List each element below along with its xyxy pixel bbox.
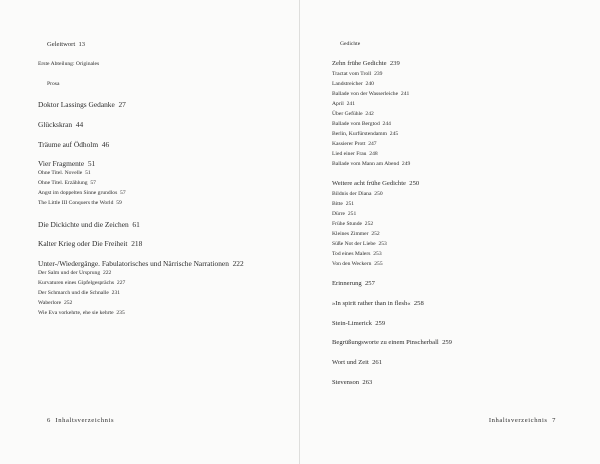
toc-subentry: Berlin, Kurfürstendamm 245 (332, 131, 399, 137)
toc-subentry: Süße Not der Liebe 253 (332, 241, 387, 247)
page-footer (489, 418, 556, 425)
toc-subentry: Ballade vom Bergtod 244 (332, 121, 391, 127)
toc-subentry: Kassierer Prott 247 (332, 141, 377, 147)
toc-subentry: Tractat vom Troll 239 (332, 71, 383, 77)
toc-subentry: Wie Eva vorkehrte, ehe sie kehrte 235 (38, 310, 125, 316)
toc-entry: Geleitwort 13 (47, 41, 86, 48)
toc-subentry: April 241 (332, 101, 355, 107)
toc-subentry: Ballade von der Wasserleiche 241 (332, 91, 410, 97)
toc-entry: Stevenson 263 (332, 379, 373, 386)
toc-subentry: The Little III Conquers the World 59 (38, 200, 122, 206)
toc-entry: Vier Fragmente 51 (38, 159, 96, 168)
toc-subentry: Bitte 251 (332, 201, 355, 207)
toc-subentry: Der Schmarch und die Schnalle 231 (38, 290, 121, 296)
page-number: 6 (47, 417, 51, 424)
toc-entry: Unter-/Wiedergänge. Fabulatorisches und Närrische Narrationen 222 (38, 259, 244, 268)
running-header: Inhaltsverzeichnis (55, 417, 115, 424)
toc-entry: Doktor Lassings Gedanke 27 (38, 100, 126, 109)
toc-entry: Wort und Zeit 261 (332, 359, 383, 366)
toc-subentry: Der Salm und der Ursprung 222 (38, 270, 112, 276)
section-heading: Gedichte (340, 41, 361, 47)
page-footer (47, 418, 114, 425)
toc-entry: Begrüßungsworte zu einem Pinscherball 259 (332, 339, 452, 346)
toc-subentry: Kleines Zimmer 252 (332, 231, 380, 237)
toc-entry: Erinnerung 257 (332, 280, 375, 287)
toc-subentry: Ohne Titel. Erzählung 57 (38, 180, 96, 186)
toc-subentry: Bildnis der Diana 250 (332, 191, 383, 197)
toc-subentry: Dürre 251 (332, 211, 357, 217)
toc-entry: Kalter Krieg oder Die Freiheit 218 (38, 239, 143, 248)
toc-entry: Die Dickichte und die Zeichen 61 (38, 220, 140, 229)
toc-subentry: Waberlore 252 (38, 300, 73, 306)
toc-subentry: Angst im doppelten Sinne grundlos 57 (38, 190, 126, 196)
toc-entry: Glückskran 44 (38, 120, 84, 129)
toc-subentry: Frühe Stunde 252 (332, 221, 374, 227)
toc-entry: Träume auf Ödholm 46 (38, 140, 110, 149)
page-number: 7 (552, 417, 556, 424)
toc-subentry: Lied einer Frau 248 (332, 151, 378, 157)
toc-subentry: Landstreicher 240 (332, 81, 374, 87)
toc-subentry: Ohne Titel. Novelle 51 (38, 170, 91, 176)
toc-entry: »In spirit rather than in flesh« 258 (332, 300, 424, 307)
toc-subentry: Kurvaturen eines Gipfelgesprächs 227 (38, 280, 126, 286)
subsection-heading: Prosa (47, 81, 60, 87)
running-header: Inhaltsverzeichnis (488, 417, 548, 424)
toc-subentry: Ballade vom Mann am Abend 249 (332, 161, 411, 167)
toc-subentry: Tod eines Malers 253 (332, 251, 382, 257)
toc-entry: Stein-Limerick 259 (332, 320, 386, 327)
toc-entry: Weitere acht frühe Gedichte 250 (332, 180, 420, 187)
toc-subentry: Über Gefühle 242 (332, 111, 374, 117)
section-heading: Erste Abteilung: Originales (38, 61, 100, 67)
toc-entry: Zehn frühe Gedichte 239 (332, 60, 400, 67)
toc-subentry: Von den Weckern 255 (332, 261, 383, 267)
right-page (300, 0, 600, 464)
